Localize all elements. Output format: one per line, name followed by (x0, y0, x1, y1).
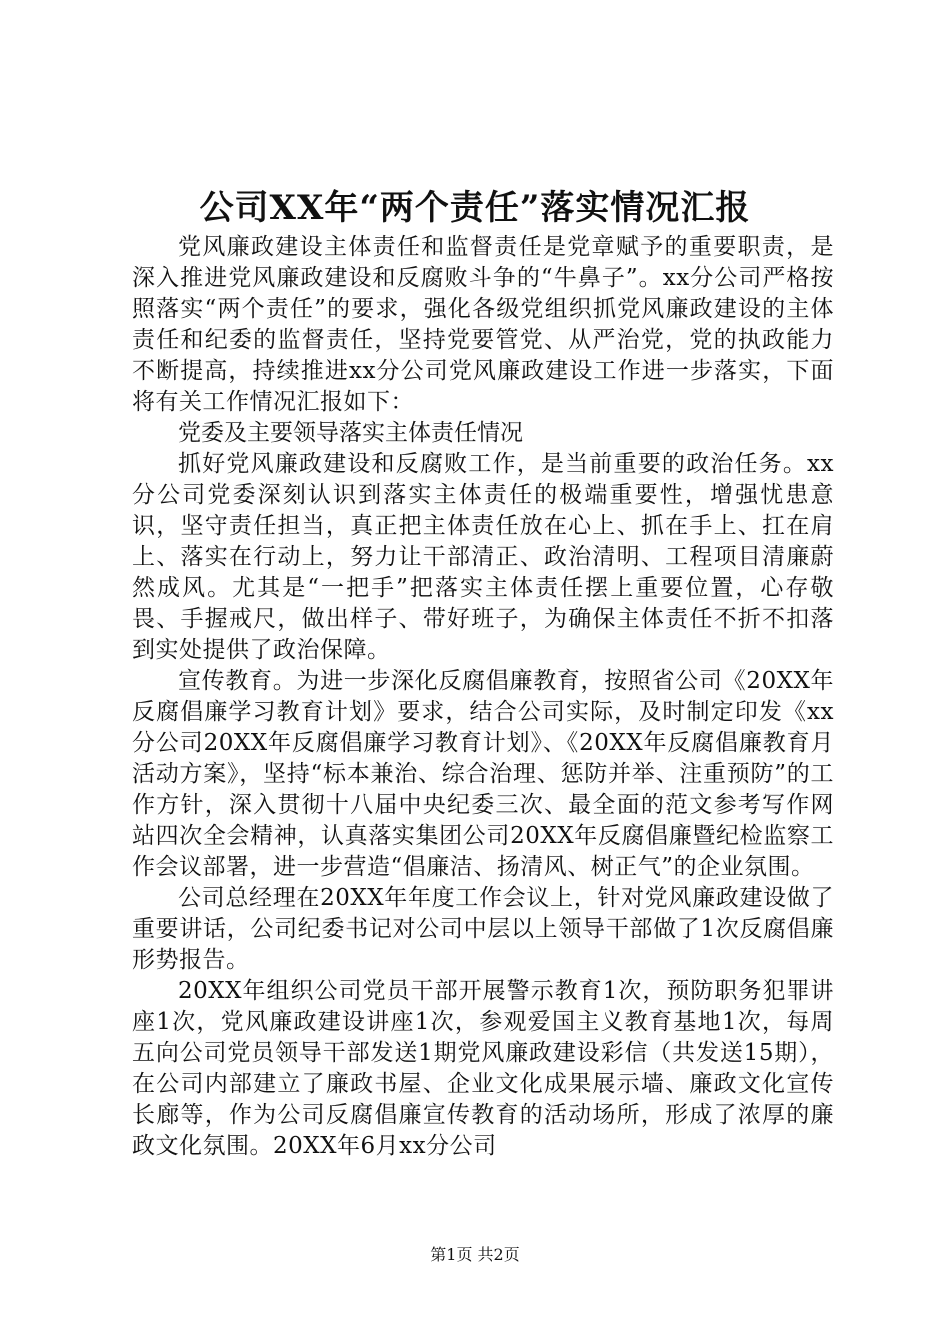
document-body (132, 232, 834, 1162)
document-title: 公司XX年“两个责任”落实情况汇报 (199, 188, 751, 228)
paragraph-activities: 20XX年组织公司党员干部开展警示教育1次，预防职务犯罪讲座1次，党风廉政建设讲座1次，参观爱国主义教育基地1次，每周五向公司党员领导干部发送1期党风廉政建设彩信（共发送15期），在公司内部建立了廉政书屋、企业文化成果展示墙、廉政文化宣传长廊等，作为公司反腐倡廉宣传教育的活动场所，形成了浓厚的廉政文化氛围。20XX年6月xx分公司 (132, 978, 834, 1159)
paragraph-intro: 党风廉政建设主体责任和监督责任是党章赋予的重要职责，是深入推进党风廉政建设和反腐败斗争的“牛鼻子”。xx分公司严格按照落实“两个责任”的要求，强化各级党组织抓党风廉政建设的主体责任和纪委的监督责任，坚持党要管党、从严治党，党的执政能力不断提高，持续推进xx分公司党风廉政建设工作进一步落实，下面将有关工作情况汇报如下： (132, 234, 834, 415)
section-heading: 党委及主要领导落实主体责任情况 (178, 420, 523, 446)
page-footer: 第1页 共2页 (430, 1245, 520, 1264)
paragraph-education: 宣传教育。为进一步深化反腐倡廉教育，按照省公司《20XX年反腐倡廉学习教育计划》要求，结合公司实际，及时制定印发《xx分公司20XX年反腐倡廉学习教育计划》、《20XX年反腐倡廉教育月活动方案》，坚持“标本兼治、综合治理、惩防并举、注重预防”的工作方针，深入贯彻十八届中央纪委三次、最全面的范文参考写作网站四次全会精神，认真落实集团公司20XX年反腐倡廉暨纪检监察工作会议部署，进一步营造“倡廉洁、扬清风、树正气”的企业氛围。 (132, 668, 834, 880)
paragraph-meeting: 公司总经理在20XX年年度工作会议上，针对党风廉政建设做了重要讲话，公司纪委书记对公司中层以上领导干部做了1次反腐倡廉形势报告。 (132, 885, 834, 973)
paragraph-responsibility: 抓好党风廉政建设和反腐败工作，是当前重要的政治任务。xx分公司党委深刻认识到落实主体责任的极端重要性，增强忧患意识，坚守责任担当，真正把主体责任放在心上、抓在手上、扛在肩上、落实在行动上，努力让干部清正、政治清明、工程项目清廉蔚然成风。尤其是“一把手”把落实主体责任摆上重要位置，心存敬畏、手握戒尺，做出样子、带好班子，为确保主体责任不折不扣落到实处提供了政治保障。 (132, 451, 834, 663)
